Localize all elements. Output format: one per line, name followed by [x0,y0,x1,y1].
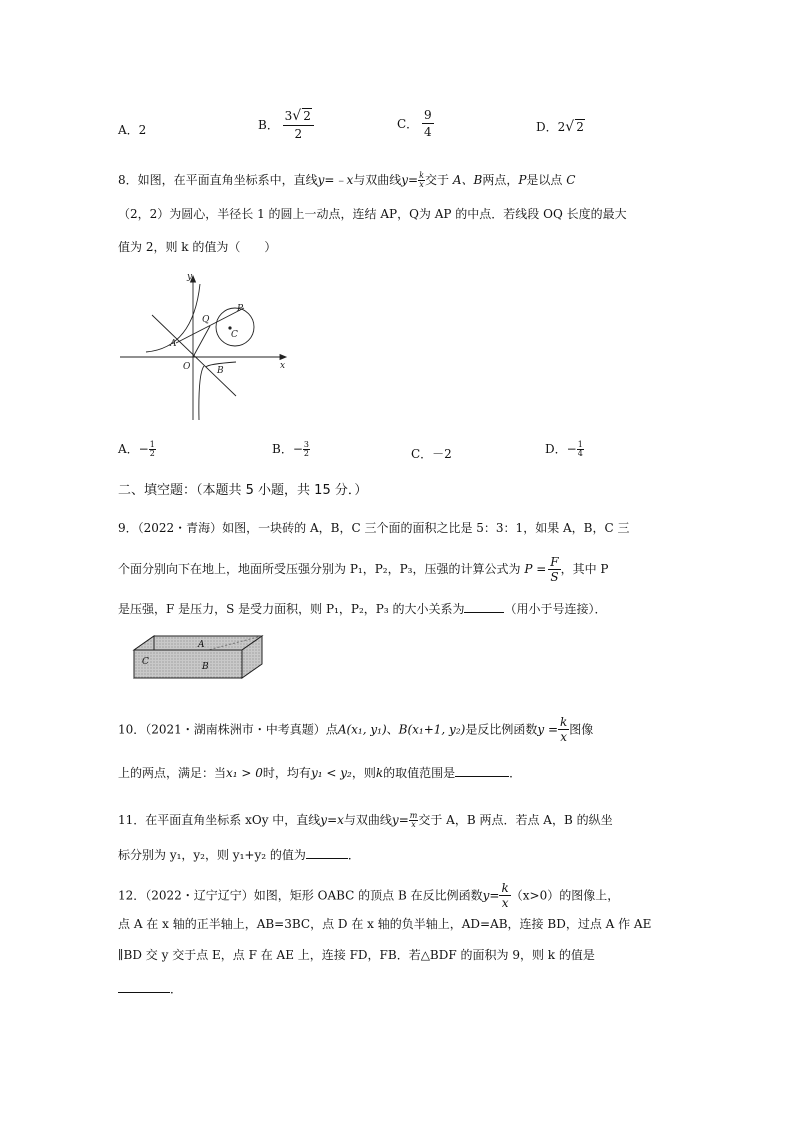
brick-label-a: A [198,640,205,650]
q8-opt-num: 3 [303,440,309,449]
q11-text: 与双曲线 [343,813,392,827]
q12-line-4 [118,980,182,995]
q8-opt-label: B． [272,442,293,456]
q7-option-b-fraction: $\frac{3√ 2}{2}$ [283,108,314,141]
q8-c: C [566,173,576,187]
q10-y-eq: y = [537,722,558,737]
q7-option-b-label: B． [258,118,279,132]
label-x: x [280,361,286,371]
q7-option-c [397,108,434,139]
q12-text: 12．（2022・辽宁辽宁）如图，矩形 OABC 的顶点 B 在反比例函数 [118,888,483,903]
q7-b-numerator: 3 [284,109,293,123]
q10-inequality: y₁ < y₂ [310,766,352,780]
q8-opt-den: 2 [303,449,309,458]
q7-b-radicand: 2 [303,109,311,123]
q11-line-1 [118,812,613,829]
q7-d-radicand: 2 [576,120,584,134]
q10-text: 上的两点，满足：当 [118,766,227,780]
q8-hyperbola-fraction [418,172,425,189]
q12-line-2: 点 A 在 x 轴的正半轴上，AB=3BC，点 D 在 x 轴的负半轴上，AD=AB，连接 BD，过点 A 作 AE [118,917,652,931]
q11-m: m [409,811,418,820]
q9-text: ，其中 P [560,562,609,576]
section-heading: 二、填空题：（本题共 5 小题，共 15 分．） [118,483,368,498]
q10-line-2 [118,764,521,779]
q8-line-equation: y=﹣x [317,173,354,187]
label-p: P [237,304,244,314]
q9-line-2 [118,556,608,583]
q8-text: 8．如图，在平面直角坐标系中，直线 [118,173,318,187]
segment-oq [193,326,210,357]
q12-line-3: ∥BD 交 y 交于点 E，点 F 在 AE 上，连接 FD，FB．若△BDF 的面积为 9，则 k 的值是 [118,948,595,962]
q12-text: 的图像上， [559,888,620,903]
q8-p: P [518,173,527,187]
q8-text: 是以点 [526,173,563,187]
q10-text: 是反比例函数 [465,722,538,737]
q12-y-eq: y= [482,888,500,903]
q11-hyperbola-fraction [409,812,419,829]
q10-function-fraction [558,716,569,743]
circle-c [216,308,254,346]
q8-opt-fraction [577,441,584,458]
q8-k: k [419,171,424,180]
answer-blank[interactable] [306,846,348,859]
q7-option-b [258,108,314,141]
q9-p-eq: P = [524,562,547,576]
q8-x: x [419,180,424,189]
q7-option-d: D．2√ 2 [536,119,584,135]
q9-f: F [550,555,559,569]
x-axis-arrow-icon [280,355,286,360]
q8-opt-sign: − [566,442,577,456]
q8-opt-fraction [303,441,310,458]
q10-x: x [560,730,568,744]
answer-blank[interactable] [118,980,170,993]
q7-option-d-label: D． [536,120,558,134]
q10-text: 的取值范围是 [383,766,456,780]
q8-points: A、B [452,173,483,187]
q10-point-a: A(x₁, y₁) [337,722,387,737]
q8-option-c: C．－2 [411,447,452,461]
q10-text: ． [509,766,522,780]
q10-k: k [560,715,568,729]
q7-option-c-label: C． [397,117,419,131]
q8-opt-num: 1 [577,440,583,449]
q8-option-d [545,440,584,458]
q8-option-b [272,440,310,458]
q11-line-2 [118,846,360,861]
q10-text: ，则 [351,766,376,780]
q7-d-coefficient: 2 [557,120,566,134]
label-o: O [183,362,191,372]
q8-opt-den: 4 [577,449,583,458]
q8-opt-label: D． [545,442,567,456]
q10-point-b: B(x₁+1, y₂) [398,722,466,737]
q8-text: 两点， [482,173,519,187]
q7-c-denominator: 4 [424,125,432,139]
q8-y-eq: y= [401,173,419,187]
q9-line-1: 9．（2022・青海）如图，一块砖的 A，B，C 三个面的面积之比是 5：3：1，如果 A，B，C 三 [118,521,630,535]
label-a: A [170,339,177,349]
q10-line-1 [118,716,593,743]
q11-x: x [411,820,416,829]
brick-label-b: B [202,662,209,672]
label-b: B [217,366,224,376]
q8-opt-den: 2 [149,449,155,458]
hyperbola-lower-branch-b [199,366,204,420]
q8-line-1 [118,172,575,189]
q7-option-a: A．2 [118,123,147,137]
answer-blank[interactable] [455,764,509,777]
q10-k: k [375,766,384,780]
q12-line-1 [118,882,619,909]
label-y: y [187,272,193,282]
q10-text: 、 [386,722,399,737]
q12-function-fraction [499,882,510,909]
brick-face-b [134,650,242,678]
label-q: Q [202,315,210,325]
q8-opt-label: A． [118,442,139,456]
q8-text: 交于 [424,173,449,187]
q7-option-c-fraction [422,108,434,139]
q11-text: 交于 A，B 两点．若点 A，B 的纵坐 [418,813,613,827]
q12-k: k [501,881,509,895]
q12-x: x [501,896,509,910]
q9-line-3 [118,600,606,615]
q8-line-3: 值为 2，则 k 的值为（ ） [118,240,277,254]
q11-text: 标分别为 y₁，y₂，则 y₁+y₂ 的值为 [118,848,306,862]
q11-y-eq: y= [391,813,409,827]
q9-text: 个面分别向下在地上，地面所受压强分别为 P₁，P₂，P₃，压强的计算公式为 [118,562,521,576]
q8-coordinate-figure [118,270,293,422]
q8-line-2: （2，2）为圆心，半径长 1 的圆上一动点，连结 AP，Q为 AP 的中点．若线段 OQ 长度的最大 [118,207,627,221]
q8-option-a [118,440,156,458]
answer-blank[interactable] [464,600,504,613]
q11-text: ． [347,848,360,862]
q9-pressure-fraction [548,556,560,583]
q11-line-equation: y=x [320,813,344,827]
q10-text: 图像 [569,722,594,737]
q12-text: ． [170,982,183,996]
brick-figure [132,634,264,686]
q10-text: 10．（2021・湖南株洲市・中考真题）点 [118,722,338,737]
q11-text: 11．在平面直角坐标系 xOy 中，直线 [118,813,321,827]
q7-b-denominator: 2 [294,127,303,141]
q10-condition: x₁ > 0 [226,766,263,780]
q7-c-numerator: 9 [424,108,432,122]
q8-opt-sign: − [138,442,149,456]
q9-text: 是压强，F 是压力，S 是受力面积，则 P₁，P₂，P₃ 的大小关系为 [118,602,465,616]
brick-label-c: C [142,657,149,667]
q9-s: S [550,570,559,584]
q9-text: （用小于号连接）． [504,602,607,616]
q8-opt-num: 1 [149,440,155,449]
label-c: C [231,330,238,340]
q8-opt-sign: − [292,442,303,456]
q8-text: 与双曲线 [353,173,402,187]
q10-text: 时，均有 [262,766,311,780]
q8-opt-fraction [149,441,156,458]
q12-condition: （x>0） [510,888,560,903]
